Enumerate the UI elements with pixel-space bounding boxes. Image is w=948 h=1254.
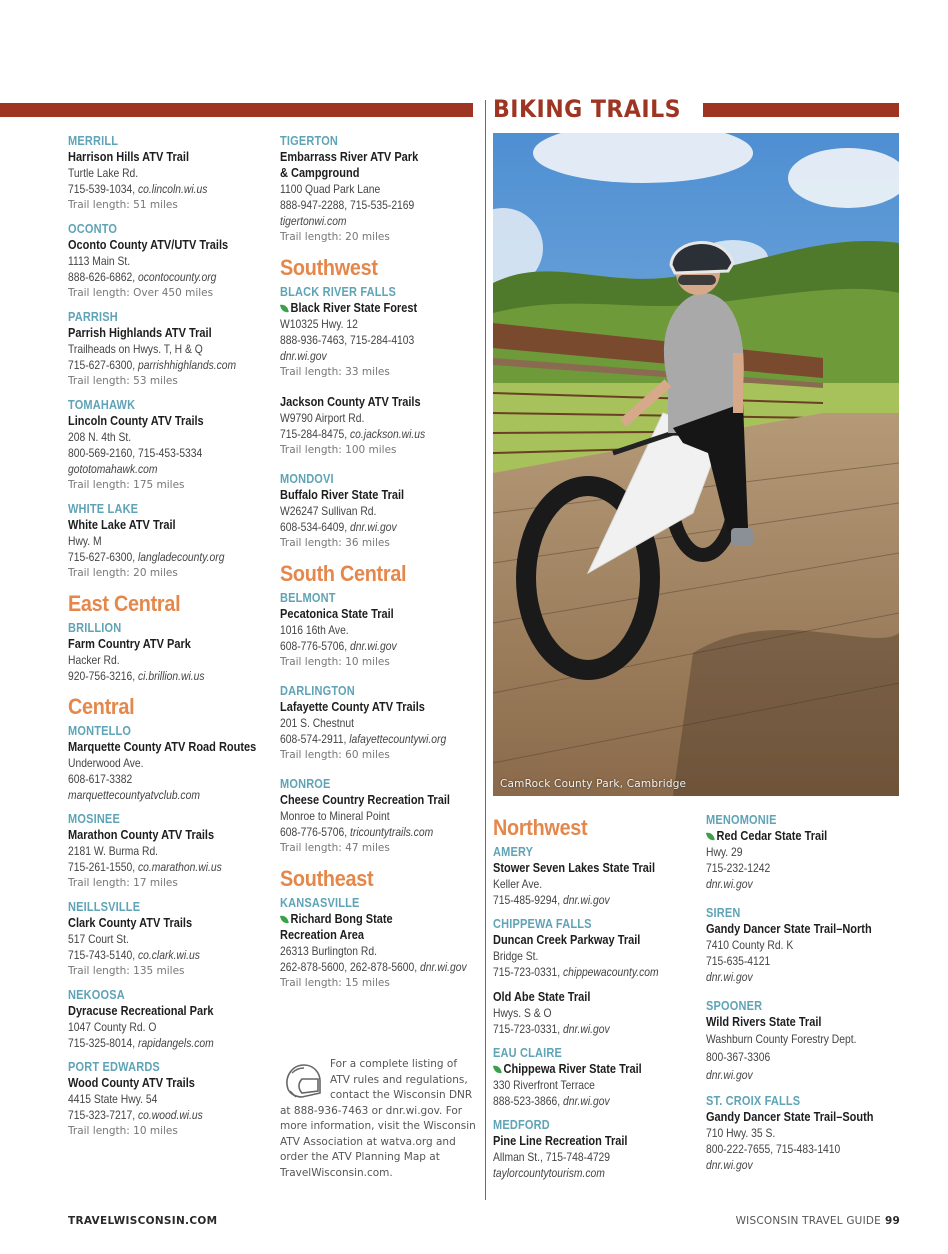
listing-amery [493,845,698,908]
city-label: MONROE [280,777,331,791]
trail-name: Wood County ATV Trails [68,1076,195,1090]
address: 1016 16th Ave. [280,623,349,637]
address: 26313 Burlington Rd. [280,944,377,958]
helmet-icon [280,1059,324,1103]
listing-tomahawk [68,398,273,493]
trail-name-row [280,300,456,316]
trail-length: Trail length: 47 miles [280,842,390,854]
city-label: KANSASVILLE [280,896,360,910]
address: Bridge St. [493,949,539,963]
city-label: SIREN [706,906,741,920]
address: Hacker Rd. [68,653,120,667]
contact [68,181,244,197]
phone: 715-232-1242 [706,861,771,875]
column-3 [493,815,698,1190]
address: 2181 W. Burma Rd. [68,844,159,858]
listing-kansasville [280,896,480,991]
website-link[interactable]: langladecounty.org [138,550,225,564]
phone: 715-723-0331, [493,1022,564,1036]
address: W10325 Hwy. 12 [280,317,358,331]
website-link[interactable]: lafayettecountywi.org [349,732,447,746]
address: Turtle Lake Rd. [68,166,139,180]
trail-name: Lafayette County ATV Trails [280,700,425,714]
website-link[interactable]: dnr.wi.gov [706,877,753,891]
trail-length: Trail length: 33 miles [280,366,390,378]
city-label: MOSINEE [68,812,120,826]
website-link[interactable]: dnr.wi.gov [563,893,610,907]
website-link[interactable]: dnr.wi.gov [706,1068,753,1082]
address: W9790 Airport Rd. [280,411,365,425]
trail-name: Lincoln County ATV Trails [68,414,204,428]
note-text: For a complete listing of ATV rules and regulations, contact the Wisconsin DNR at 888-936-7463 or dnr.wi.gov. For more information, visit the Wisconsin ATV Association at watva.org and order the ATV Planning Map at TravelWisconsin.com. [280,1058,476,1179]
region-heading-east-central: East Central [68,591,181,616]
city-label: NEILLSVILLE [68,900,141,914]
city-label: BELMONT [280,591,336,605]
listing-tigerton [280,134,480,245]
publication-name: WISCONSIN TRAVEL GUIDE [735,1215,881,1227]
website-link[interactable]: co.jackson.wi.us [350,427,426,441]
leaf-icon [280,915,289,924]
contact [493,1093,669,1109]
website-link[interactable]: dnr.wi.gov [350,639,397,653]
trail-name: Duncan Creek Parkway Trail [493,933,641,947]
contact [68,1035,244,1051]
trail-name: Gandy Dancer State Trail–South [706,1110,874,1124]
trail-length: Trail length: 10 miles [280,656,390,668]
trail-name: Pine Line Recreation Trail [493,1134,628,1148]
address: 4415 State Hwy. 54 [68,1092,158,1106]
city-label: NEKOOSA [68,988,125,1002]
address: Keller Ave. [493,877,543,891]
listing-old-abe [493,989,698,1037]
leaf-icon [280,304,289,313]
city-label: DARLINGTON [280,684,355,698]
phone: 715-485-9294, [493,893,564,907]
listing-spooner [706,999,906,1084]
page-number: 99 [884,1215,900,1227]
contact [68,357,244,373]
address: Hwy. M [68,534,102,548]
listing-belmont [280,591,480,670]
website-link[interactable]: dnr.wi.gov [706,970,753,984]
listing-eau-claire [493,1046,698,1109]
city-label: MEDFORD [493,1118,550,1132]
website-link[interactable]: dnr.wi.gov [706,1158,753,1172]
trail-name-row [706,828,882,844]
cyclist-on-bridge-image [493,133,899,796]
contact [493,964,669,980]
column-1 [68,134,273,1148]
trail-name: Embarrass River ATV Park [280,150,419,164]
city-label: MONDOVI [280,472,334,486]
address: Hwys. S & O [493,1006,552,1020]
trail-name: Parrish Highlands ATV Trail [68,326,212,340]
contact [280,426,452,442]
photo-caption: CamRock County Park, Cambridge [500,778,687,790]
phone: 715-627-6300, [68,550,139,564]
phone: 800-367-3306 [706,1050,771,1064]
city-label: TIGERTON [280,134,339,148]
city-label: AMERY [493,845,534,859]
phone: 715-284-8475, [280,427,351,441]
phone: 800-222-7655, 715-483-1410 [706,1142,841,1156]
phone: 715-627-6300, [68,358,139,372]
listing-oconto [68,222,273,301]
contact [280,638,452,654]
address: 201 S. Chestnut [280,716,355,730]
hero-photo [493,133,899,796]
listing-montello [68,724,273,803]
region-heading-south-central: South Central [280,561,407,586]
address: 208 N. 4th St. [68,430,132,444]
website-link[interactable]: co.clark.wi.us [138,948,200,962]
website-link[interactable]: gototomahawk.com [68,462,158,476]
trail-name: Marathon County ATV Trails [68,828,215,842]
region-heading-central: Central [68,694,135,719]
trail-name: White Lake ATV Trail [68,518,176,532]
listing-mosinee [68,812,273,891]
trail-name: Clark County ATV Trails [68,916,193,930]
website-link[interactable]: tigertonwi.com [280,214,347,228]
trail-length: Trail length: 175 miles [68,479,185,491]
address: 330 Riverfront Terrace [493,1078,595,1092]
contact [280,519,452,535]
address: Trailheads on Hwys. T, H & Q [68,342,203,356]
column-2 [280,134,480,1000]
address: 1100 Quad Park Lane [280,182,381,196]
trail-name-row [280,911,456,927]
city-label: WHITE LAKE [68,502,139,516]
contact [280,731,452,747]
listing-darlington [280,684,480,763]
trail-name-cont: Recreation Area [280,928,364,942]
address: Underwood Ave. [68,756,144,770]
listing-jackson-county [280,394,480,458]
phone: 608-776-5706, [280,639,351,653]
website-link[interactable]: dnr.wi.gov [350,520,397,534]
listing-parrish [68,310,273,389]
website-link[interactable]: marquettecountyatvclub.com [68,788,200,802]
region-heading-northwest: Northwest [493,815,588,840]
website-link[interactable]: dnr.wi.gov [563,1094,610,1108]
city-label: MONTELLO [68,724,132,738]
column-4 [706,813,906,1182]
website-link[interactable]: rapidangels.com [138,1036,214,1050]
contact [68,549,244,565]
listing-medford [493,1118,698,1181]
phone: 262-878-5600, 262-878-5600, [280,960,421,974]
contact [68,1107,244,1123]
leaf-icon [493,1065,502,1074]
city-label: BLACK RIVER FALLS [280,285,397,299]
website-link[interactable]: taylorcountytourism.com [493,1166,605,1180]
listing-monroe [280,777,480,856]
contact [280,959,467,975]
address: 517 Court St. [68,932,129,946]
trail-name: Oconto County ATV/UTV Trails [68,238,229,252]
city-label: ST. CROIX FALLS [706,1094,801,1108]
phone: 800-569-2160, 715-453-5334 [68,446,203,460]
trail-name: Gandy Dancer State Trail–North [706,922,872,936]
phone: 715-723-0331, [493,965,564,979]
website-link[interactable]: dnr.wi.gov [280,349,327,363]
trail-length: Trail length: 100 miles [280,444,397,456]
city-label: BRILLION [68,621,122,635]
contact [68,269,244,285]
trail-length: Trail length: 15 miles [280,977,390,989]
trail-name-row [493,1061,673,1077]
footer-site-link[interactable]: TRAVELWISCONSIN.COM [68,1215,218,1227]
website-link[interactable]: chippewacounty.com [563,965,659,979]
region-heading-southeast: Southeast [280,866,374,891]
website-link[interactable]: co.lincoln.wi.us [138,182,208,196]
trail-name: Chippewa River State Trail [503,1062,642,1076]
trail-name: Wild Rivers State Trail [706,1015,822,1029]
city-label: CHIPPEWA FALLS [493,917,592,931]
region-heading-southwest: Southwest [280,255,378,280]
section-title: BIKING TRAILS [493,95,681,123]
trail-name-cont: & Campground [280,166,360,180]
trail-name: Cheese Country Recreation Trail [280,793,450,807]
website-link[interactable]: ci.brillion.wi.us [138,669,205,683]
header-rule-left [0,103,473,117]
trail-name: Buffalo River State Trail [280,488,405,502]
listing-neillsville [68,900,273,979]
trail-length: Trail length: 53 miles [68,375,178,387]
phone: 608-776-5706, [280,825,351,839]
listing-brillion [68,621,273,684]
listing-merrill [68,134,273,213]
trail-length: Trail length: 20 miles [68,567,178,579]
trail-name: Pecatonica State Trail [280,607,394,621]
trail-length: Trail length: 135 miles [68,965,185,977]
trail-length: Trail length: 10 miles [68,1125,178,1137]
phone: 715-323-7217, [68,1108,139,1122]
phone: 888-936-7463, 715-284-4103 [280,333,415,347]
website-link[interactable]: tricountytrails.com [350,825,434,839]
website-link[interactable]: dnr.wi.gov [563,1022,610,1036]
listing-st-croix-falls [706,1094,906,1173]
trail-length: Trail length: 60 miles [280,749,390,761]
city-label: PORT EDWARDS [68,1060,160,1074]
contact [68,947,244,963]
contact [493,892,669,908]
trail-length: Trail length: 51 miles [68,199,178,211]
website-link[interactable]: parrishhighlands.com [138,358,237,372]
contact [68,859,244,875]
listing-black-river-falls [280,285,480,380]
address: 710 Hwy. 35 S. [706,1126,776,1140]
website-link[interactable]: co.marathon.wi.us [138,860,222,874]
column-divider [485,100,486,1200]
listing-port-edwards [68,1060,273,1139]
trail-length: Trail length: 20 miles [280,231,390,243]
trail-name: Dyracuse Recreational Park [68,1004,214,1018]
listing-menomonie [706,813,906,892]
trail-name: Red Cedar State Trail [716,829,828,843]
listing-siren [706,906,906,985]
phone: 715-539-1034, [68,182,139,196]
listing-nekoosa [68,988,273,1051]
trail-name: Harrison Hills ATV Trail [68,150,190,164]
phone: 608-534-6409, [280,520,351,534]
phone: 715-635-4121 [706,954,771,968]
listing-mondovi [280,472,480,551]
website-link[interactable]: ocontocounty.org [138,270,217,284]
contact [493,1021,669,1037]
phone: 920-756-3216, [68,669,139,683]
address: Monroe to Mineral Point [280,809,390,823]
website-link[interactable]: dnr.wi.gov [420,960,467,974]
phone: 888-626-6862, [68,270,139,284]
phone: 715-261-1550, [68,860,139,874]
city-label: SPOONER [706,999,763,1013]
address-phone: Allman St., 715-748-4729 [493,1150,611,1164]
trail-name: Stower Seven Lakes State Trail [493,861,656,875]
address: 1047 County Rd. O [68,1020,157,1034]
trail-length: Trail length: 36 miles [280,537,390,549]
leaf-icon [706,832,715,841]
phone: 715-325-8014, [68,1036,139,1050]
address: Hwy. 29 [706,845,743,859]
city-label: TOMAHAWK [68,398,136,412]
listing-white-lake [68,502,273,581]
header-rule-right [703,103,899,117]
phone: 715-743-5140, [68,948,139,962]
listing-chippewa-falls [493,917,698,980]
phone: 888-947-2288, 715-535-2169 [280,198,415,212]
trail-name: Farm Country ATV Park [68,637,191,651]
trail-name: Black River State Forest [290,301,418,315]
phone: 608-574-2911, [280,732,350,746]
city-label: OCONTO [68,222,118,236]
city-label: MENOMONIE [706,813,777,827]
trail-name: Richard Bong State [290,912,393,926]
contact [68,668,244,684]
contact [280,824,452,840]
city-label: MERRILL [68,134,119,148]
city-label: PARRISH [68,310,118,324]
phone: 888-523-3866, [493,1094,564,1108]
address: 7410 County Rd. K [706,938,794,952]
trail-length: Trail length: 17 miles [68,877,178,889]
address: Washburn County Forestry Dept. [706,1032,857,1046]
city-label: EAU CLAIRE [493,1046,562,1060]
trail-length: Trail length: Over 450 miles [68,287,214,299]
website-link[interactable]: co.wood.wi.us [138,1108,203,1122]
address: 1113 Main St. [68,254,131,268]
trail-name: Marquette County ATV Road Routes [68,740,257,754]
phone: 608-617-3382 [68,772,133,786]
address: W26247 Sullivan Rd. [280,504,377,518]
trail-name: Jackson County ATV Trails [280,395,421,409]
trail-name: Old Abe State Trail [493,990,591,1004]
footer-page-info [736,1215,900,1227]
atv-info-note [280,1057,480,1181]
